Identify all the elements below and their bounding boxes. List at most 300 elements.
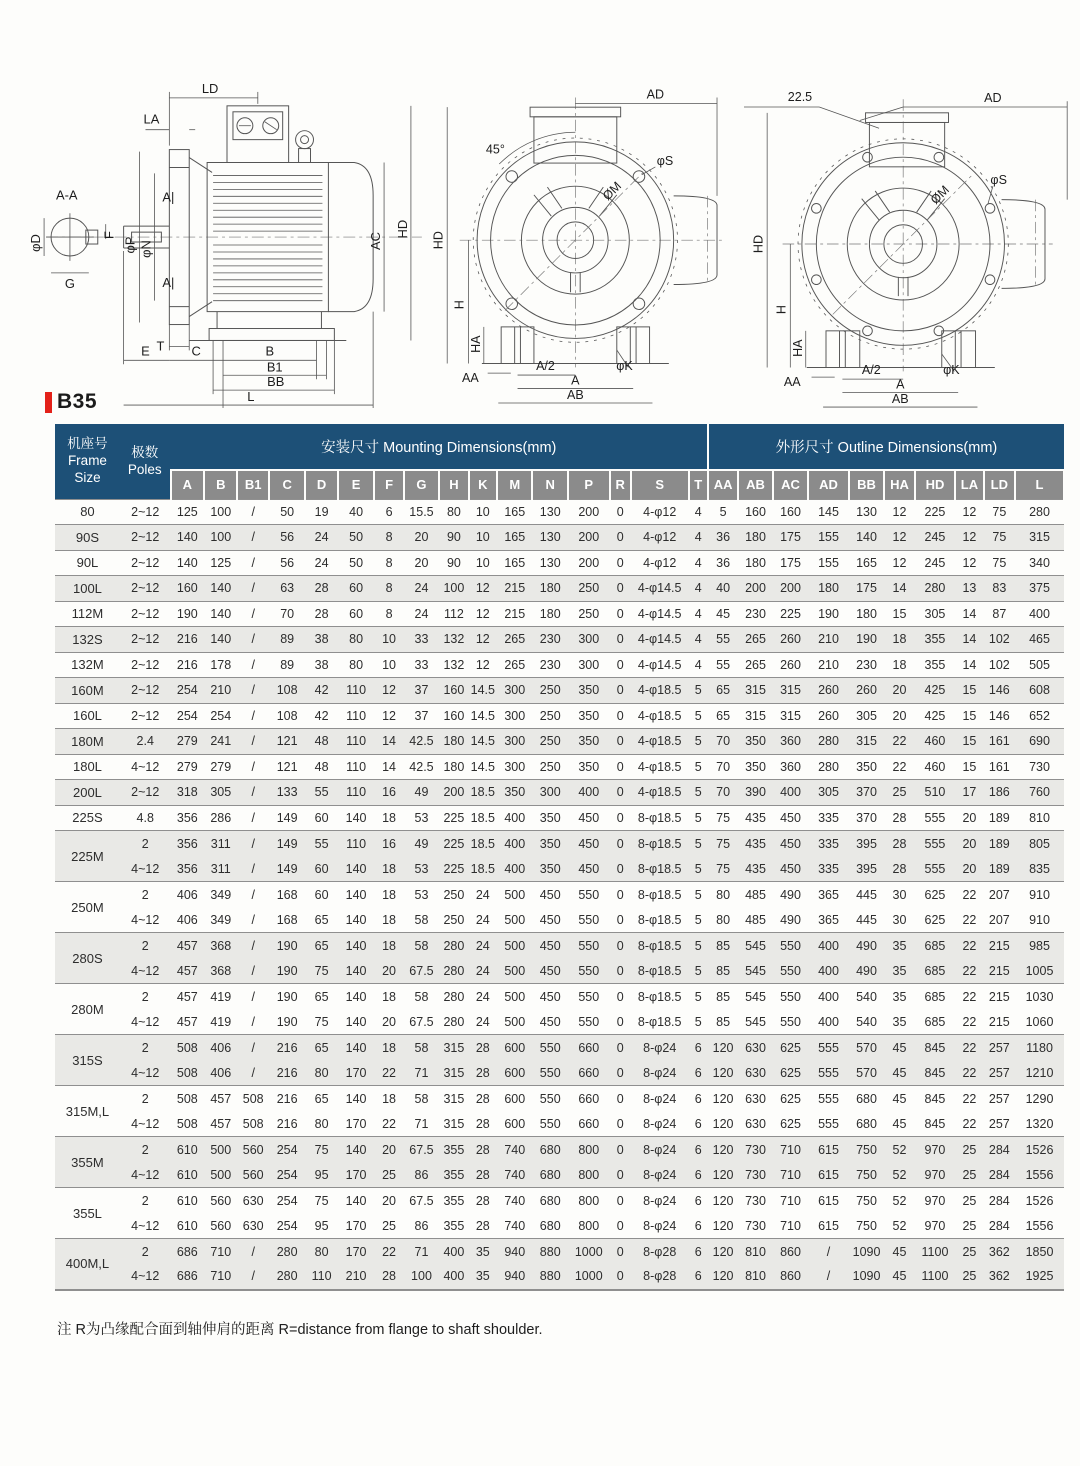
dimension-cell: 508 bbox=[176, 1065, 198, 1080]
dimension-cell: 120 bbox=[712, 1218, 734, 1233]
footnote: 注 R为凸缘配合面到轴伸肩的距离 R=distance from flange to shaft shoulder. bbox=[57, 1322, 543, 1338]
dimension-cell: 20 bbox=[382, 963, 396, 978]
table-row bbox=[55, 907, 1064, 933]
dimension-cell: 254 bbox=[171, 678, 204, 704]
dimension-cell: 680 bbox=[532, 1188, 567, 1214]
dimension-cell: 4-φ12 bbox=[631, 525, 689, 551]
dimension-cell: 12 bbox=[955, 499, 983, 525]
table-row bbox=[55, 958, 1064, 984]
dimension-cell: 60 bbox=[305, 882, 337, 908]
dimension-cell: 216 bbox=[276, 1116, 298, 1131]
dimension-cell: 121 bbox=[269, 729, 306, 755]
dimension-cell: 305 bbox=[808, 780, 849, 806]
dimension-cell: 425 bbox=[915, 703, 956, 729]
dimension-cell: 350 bbox=[532, 805, 567, 831]
dimension-cell: 5 bbox=[689, 729, 708, 755]
dimension-cell: 60 bbox=[338, 576, 375, 602]
dimension-cell: 45 bbox=[884, 1035, 914, 1061]
dimension-cell: 49 bbox=[404, 780, 439, 806]
dimension-cell: 500 bbox=[504, 963, 526, 978]
dimension-cell: / bbox=[251, 1269, 255, 1284]
dimension-cell: 315 bbox=[738, 678, 772, 704]
dimension-cell: 615 bbox=[818, 1218, 839, 1233]
dimension-cell: 630 bbox=[745, 1065, 766, 1080]
dimension-cell: 400 bbox=[808, 984, 849, 1010]
dimension-cell: 368 bbox=[204, 933, 237, 959]
dimension-cell: 0 bbox=[616, 912, 624, 927]
dimension-cell: 12 bbox=[884, 550, 914, 576]
dimension-cell: 175 bbox=[773, 550, 808, 576]
poles-cell: 2~12 bbox=[120, 678, 171, 704]
dimension-cell: 58 bbox=[404, 1086, 439, 1112]
table-row bbox=[55, 1264, 1064, 1290]
dimension-cell: 5 bbox=[689, 984, 708, 1010]
dimension-cell: 880 bbox=[532, 1239, 567, 1265]
dimension-cell: / bbox=[237, 729, 268, 755]
dimension-cell: 5 bbox=[694, 963, 702, 978]
dimension-cell: 70 bbox=[269, 601, 306, 627]
dimension-cell: 28 bbox=[469, 1086, 497, 1112]
table-row bbox=[55, 754, 1064, 780]
dimension-cell: 4 bbox=[689, 576, 708, 602]
table-row bbox=[55, 601, 1064, 627]
dimension-cell: 80 bbox=[439, 499, 468, 525]
dimension-cell: 45 bbox=[892, 1116, 907, 1131]
table-row bbox=[55, 856, 1064, 882]
dimension-cell: 132 bbox=[439, 627, 468, 653]
column-header: AC bbox=[773, 470, 808, 499]
dimension-cell: 48 bbox=[305, 754, 337, 780]
table-row bbox=[55, 1137, 1064, 1163]
dimension-cell: 315 bbox=[443, 1116, 465, 1131]
dimension-cell: 45 bbox=[884, 1086, 914, 1112]
dimension-cell: 189 bbox=[988, 861, 1010, 876]
dimension-cell: 190 bbox=[276, 1014, 298, 1029]
dimension-cell: 36 bbox=[708, 550, 738, 576]
dimension-cell: 1526 bbox=[1015, 1137, 1064, 1163]
dimension-cell: 149 bbox=[269, 831, 306, 857]
column-header: H bbox=[439, 470, 468, 499]
dimension-cell: 170 bbox=[345, 1065, 367, 1080]
dimension-cell: 265 bbox=[497, 627, 532, 653]
dimension-cell: 65 bbox=[305, 933, 337, 959]
dimension-cell: 67.5 bbox=[404, 1188, 439, 1214]
dimension-cell: 12 bbox=[469, 576, 497, 602]
dimension-cell: 12 bbox=[469, 652, 497, 678]
dimension-cell: 22 bbox=[962, 1116, 977, 1131]
frame-size-cell: 90S bbox=[55, 525, 120, 551]
dimension-cell: 615 bbox=[808, 1137, 849, 1163]
dimension-cell: 12 bbox=[884, 525, 914, 551]
dimension-cell: 680 bbox=[532, 1137, 567, 1163]
dimension-cell: 120 bbox=[712, 1116, 734, 1131]
dimension-cell: 970 bbox=[924, 1167, 946, 1182]
column-header: AD bbox=[808, 470, 849, 499]
dimension-cell: 90 bbox=[439, 525, 468, 551]
dimension-cell: 146 bbox=[984, 678, 1015, 704]
dim-la: LA bbox=[143, 111, 160, 127]
dim-phi-n: φN bbox=[138, 240, 154, 258]
dimension-cell: 14.5 bbox=[469, 703, 497, 729]
dimension-cell: 130 bbox=[532, 550, 567, 576]
poles-cell: 2 bbox=[120, 1239, 171, 1265]
dimension-cell: 0 bbox=[610, 1188, 631, 1214]
dimension-cell: 545 bbox=[738, 984, 772, 1010]
dimension-cell: 65 bbox=[305, 1035, 337, 1061]
dimension-cell: 800 bbox=[568, 1137, 610, 1163]
dimension-cell: 508 bbox=[171, 1086, 204, 1112]
dimension-cell: 615 bbox=[818, 1167, 839, 1182]
column-header: D bbox=[305, 470, 337, 499]
dimension-cell: 710 bbox=[780, 1218, 801, 1233]
dimension-cell: 560 bbox=[237, 1137, 268, 1163]
dim-f: F bbox=[101, 231, 117, 240]
table-row bbox=[55, 499, 1064, 525]
dimension-cell: 810 bbox=[738, 1239, 772, 1265]
dimension-cell: 555 bbox=[808, 1086, 849, 1112]
dimension-cell: 315 bbox=[1015, 525, 1064, 551]
dimension-cell: 356 bbox=[171, 831, 204, 857]
dimension-cell: 52 bbox=[892, 1218, 907, 1233]
dimension-cell: 12 bbox=[955, 525, 983, 551]
dimension-cell: 4-φ14.5 bbox=[631, 576, 689, 602]
dimension-cell: 170 bbox=[345, 1167, 367, 1182]
dimension-cell: 45 bbox=[708, 601, 738, 627]
dimension-cell: 545 bbox=[745, 1014, 766, 1029]
dimension-cell: 457 bbox=[171, 984, 204, 1010]
dimension-cell: 24 bbox=[305, 550, 337, 576]
dimension-cell: 30 bbox=[892, 912, 907, 927]
frame-size-header bbox=[55, 424, 120, 499]
dimension-cell: 0 bbox=[610, 984, 631, 1010]
table-row bbox=[55, 703, 1064, 729]
dimension-cell: 45 bbox=[884, 1239, 914, 1265]
dimension-cell: 24 bbox=[404, 601, 439, 627]
dimension-cell: 225 bbox=[773, 601, 808, 627]
dimension-cell: 14 bbox=[955, 601, 983, 627]
dim-c: C bbox=[191, 343, 201, 359]
dimension-cell: 85 bbox=[708, 933, 738, 959]
dimension-cell: 110 bbox=[338, 831, 375, 857]
table-body bbox=[55, 499, 1064, 1290]
dimension-cell: 660 bbox=[578, 1065, 600, 1080]
dimension-cell: 510 bbox=[915, 780, 956, 806]
dimension-cell: 630 bbox=[242, 1218, 264, 1233]
dimension-cell: 18 bbox=[884, 627, 914, 653]
dimension-cell: 355 bbox=[439, 1188, 468, 1214]
dimension-cell: / bbox=[237, 805, 268, 831]
dimension-cell: 350 bbox=[497, 780, 532, 806]
dimension-cell: 75 bbox=[708, 831, 738, 857]
dimension-cell: 435 bbox=[745, 861, 766, 876]
dimension-cell: 200 bbox=[738, 576, 772, 602]
dimension-cell: / bbox=[237, 550, 268, 576]
dimension-cell: 800 bbox=[568, 1188, 610, 1214]
dimension-cell: 0 bbox=[610, 703, 631, 729]
dimension-cell: 250 bbox=[439, 882, 468, 908]
dimension-cell: 1290 bbox=[1015, 1086, 1064, 1112]
frame-size-cell: 160L bbox=[55, 703, 120, 729]
dimension-cell: 10 bbox=[469, 525, 497, 551]
dimension-cell: 265 bbox=[497, 652, 532, 678]
dim-phi-k: φK bbox=[943, 363, 960, 378]
dimension-cell: 400 bbox=[497, 805, 532, 831]
dimension-cell: 45 bbox=[892, 1065, 907, 1080]
dimension-cell: 18 bbox=[374, 1035, 403, 1061]
dimension-cell: 140 bbox=[338, 1188, 375, 1214]
dimension-cell: 625 bbox=[924, 912, 946, 927]
dimension-cell: 55 bbox=[708, 652, 738, 678]
dimension-cell: 280 bbox=[276, 1269, 298, 1284]
dimension-cell: 25 bbox=[955, 1137, 983, 1163]
dimension-cell: 180 bbox=[532, 601, 567, 627]
dimension-cell: 625 bbox=[780, 1116, 801, 1131]
dimension-cell: 1556 bbox=[1025, 1167, 1054, 1182]
table-row bbox=[55, 984, 1064, 1010]
dimension-cell: / bbox=[237, 652, 268, 678]
dimension-cell: 130 bbox=[532, 499, 567, 525]
dimension-cell: 750 bbox=[849, 1188, 884, 1214]
dimension-cell: 550 bbox=[539, 1116, 561, 1131]
dimension-cell: 25 bbox=[955, 1239, 983, 1265]
dimension-cell: 254 bbox=[276, 1218, 298, 1233]
dim-angle225: 22.5 bbox=[787, 90, 813, 105]
dimension-cell: 53 bbox=[404, 882, 439, 908]
poles-cell: 2~12 bbox=[120, 703, 171, 729]
dimension-cell: 500 bbox=[497, 882, 532, 908]
dimension-cell: / bbox=[808, 1239, 849, 1265]
dimension-cell: 0 bbox=[616, 1218, 624, 1233]
dimension-cell: 315 bbox=[849, 729, 884, 755]
dimension-cell: 400 bbox=[504, 861, 526, 876]
poles-cell: 2~12 bbox=[120, 601, 171, 627]
dimension-cell: 0 bbox=[616, 1065, 624, 1080]
dimension-cell: 550 bbox=[532, 1086, 567, 1112]
dimension-cell: 65 bbox=[305, 1086, 337, 1112]
dimension-cell: 75 bbox=[716, 861, 731, 876]
column-header: L bbox=[1015, 470, 1064, 499]
dimension-cell: 200 bbox=[568, 525, 610, 551]
dimension-cell: 14.5 bbox=[469, 729, 497, 755]
dimension-cell: 425 bbox=[915, 678, 956, 704]
dimension-cell: 75 bbox=[708, 805, 738, 831]
dimension-cell: 250 bbox=[532, 703, 567, 729]
dimension-cell: 550 bbox=[578, 1014, 600, 1029]
dimension-cell: 89 bbox=[269, 627, 306, 653]
dimension-cell: 260 bbox=[849, 678, 884, 704]
dimension-cell: 5 bbox=[689, 678, 708, 704]
dimension-cell: 0 bbox=[616, 963, 624, 978]
dimension-cell: 254 bbox=[204, 703, 237, 729]
table-row bbox=[55, 1239, 1064, 1265]
poles-cell: 2 bbox=[120, 1086, 171, 1112]
dimension-cell: 1180 bbox=[1015, 1035, 1064, 1061]
dim-ac: AC bbox=[368, 232, 384, 251]
dimension-cell: 4-φ12 bbox=[631, 499, 689, 525]
dimension-cell: 22 bbox=[382, 1065, 396, 1080]
poles-header-cn: 极数 bbox=[131, 444, 159, 460]
dimension-cell: 25 bbox=[955, 1188, 983, 1214]
dimension-cell: 490 bbox=[780, 912, 801, 927]
dimension-cell: 20 bbox=[374, 1188, 403, 1214]
dimension-cell: 110 bbox=[338, 678, 375, 704]
dimension-cell: 35 bbox=[884, 933, 914, 959]
column-header: HA bbox=[884, 470, 914, 499]
dimension-cell: 189 bbox=[984, 805, 1015, 831]
dimension-cell: 750 bbox=[856, 1167, 877, 1182]
dimension-cell: 360 bbox=[773, 754, 808, 780]
dimension-cell: 550 bbox=[773, 933, 808, 959]
dimension-cell: 250 bbox=[532, 678, 567, 704]
dim-a: A bbox=[896, 377, 905, 392]
dimension-cell: 190 bbox=[276, 963, 298, 978]
dimension-cell: 260 bbox=[773, 627, 808, 653]
poles-cell: 2 bbox=[120, 1137, 171, 1163]
dimension-cell: 419 bbox=[210, 1014, 232, 1029]
dimension-cell: 560 bbox=[242, 1167, 264, 1182]
poles-cell: 4~12 bbox=[131, 1065, 160, 1080]
column-header: N bbox=[532, 470, 567, 499]
dimension-cell: 22 bbox=[884, 754, 914, 780]
dimension-cell: 254 bbox=[171, 703, 204, 729]
dimension-cell: 305 bbox=[204, 780, 237, 806]
dimension-cell: 4 bbox=[689, 652, 708, 678]
dimension-cell: 710 bbox=[204, 1239, 237, 1265]
table-row bbox=[55, 729, 1064, 755]
dimension-cell: 1100 bbox=[915, 1239, 956, 1265]
dimension-cell: / bbox=[251, 963, 255, 978]
dimension-cell: 250 bbox=[443, 912, 465, 927]
table-row bbox=[55, 1060, 1064, 1086]
dimension-cell: 8-φ28 bbox=[631, 1239, 689, 1265]
dimension-cell: 216 bbox=[269, 1086, 306, 1112]
dimension-cell: 550 bbox=[568, 933, 610, 959]
dimension-cell: 55 bbox=[305, 780, 337, 806]
dim-ad: AD bbox=[646, 87, 665, 102]
dimension-cell: 4 bbox=[689, 499, 708, 525]
dimension-cell: 8-φ18.5 bbox=[631, 882, 689, 908]
front-view-225-drawing bbox=[744, 78, 1072, 411]
frame-size-cell: 200L bbox=[55, 780, 120, 806]
dimension-cell: / bbox=[237, 754, 268, 780]
section-mark-top: A| bbox=[162, 189, 175, 205]
dimension-cell: 65 bbox=[708, 703, 738, 729]
dimension-cell: / bbox=[251, 912, 255, 927]
dimension-cell: 257 bbox=[988, 1116, 1010, 1131]
dimension-cell: 400 bbox=[818, 1014, 839, 1029]
dimension-cell: 0 bbox=[610, 933, 631, 959]
frame-size-cell: 315S bbox=[55, 1035, 120, 1086]
dimension-cell: 445 bbox=[856, 912, 877, 927]
dimension-cell: 315 bbox=[443, 1065, 465, 1080]
dimension-cell: 280 bbox=[439, 933, 468, 959]
dimension-cell: 280 bbox=[915, 576, 956, 602]
dimension-cell: 8-φ18.5 bbox=[631, 984, 689, 1010]
dimension-cell: 730 bbox=[738, 1137, 772, 1163]
dimension-cell: 40 bbox=[708, 576, 738, 602]
dimension-cell: 545 bbox=[738, 933, 772, 959]
dimension-cell: 4-φ18.5 bbox=[631, 729, 689, 755]
dimension-cell: 25 bbox=[962, 1167, 977, 1182]
dimension-cell: 28 bbox=[475, 1218, 490, 1233]
dimension-cell: 110 bbox=[311, 1269, 332, 1284]
dimension-cell: 180 bbox=[849, 601, 884, 627]
dimension-cell: 6 bbox=[689, 1086, 708, 1112]
dimension-cell: 350 bbox=[738, 754, 772, 780]
dimension-cell: 284 bbox=[984, 1188, 1015, 1214]
dimension-cell: 20 bbox=[884, 678, 914, 704]
table-row bbox=[55, 1035, 1064, 1061]
dimension-cell: 86 bbox=[414, 1218, 429, 1233]
dimension-cell: 14 bbox=[955, 652, 983, 678]
dimension-cell: 4 bbox=[689, 550, 708, 576]
dimension-cell: / bbox=[251, 1014, 255, 1029]
dim-a-half: A/2 bbox=[536, 359, 555, 374]
dimension-cell: 225 bbox=[439, 805, 468, 831]
dimension-cell: 0 bbox=[610, 805, 631, 831]
dimension-cell: 450 bbox=[539, 1014, 561, 1029]
table-row bbox=[55, 780, 1064, 806]
dimension-cell: 284 bbox=[988, 1167, 1010, 1182]
column-header: M bbox=[497, 470, 532, 499]
dimension-cell: 311 bbox=[210, 861, 231, 876]
dimension-cell: 6 bbox=[689, 1035, 708, 1061]
dimension-cell: 300 bbox=[532, 780, 567, 806]
dimension-cell: 685 bbox=[915, 933, 956, 959]
dimension-cell: 75 bbox=[984, 525, 1015, 551]
dim-m: ØM bbox=[927, 182, 952, 207]
dimension-cell: 170 bbox=[345, 1218, 367, 1233]
dimension-cell: 400 bbox=[439, 1239, 468, 1265]
dimension-cell: 555 bbox=[818, 1116, 839, 1131]
dimension-cell: / bbox=[251, 861, 255, 876]
dimension-cell: 400 bbox=[497, 831, 532, 857]
dimension-cell: 610 bbox=[171, 1188, 204, 1214]
dimension-cell: 215 bbox=[497, 601, 532, 627]
dimension-cell: 280 bbox=[443, 963, 465, 978]
dimension-cell: 600 bbox=[497, 1086, 532, 1112]
dimension-cell: 500 bbox=[204, 1137, 237, 1163]
dimension-cell: 130 bbox=[532, 525, 567, 551]
dimension-cell: 350 bbox=[568, 729, 610, 755]
dimension-cell: 0 bbox=[610, 1137, 631, 1163]
table-row bbox=[55, 882, 1064, 908]
dimension-cell: 165 bbox=[497, 525, 532, 551]
dimension-cell: 80 bbox=[716, 912, 731, 927]
dimension-cell: 279 bbox=[171, 754, 204, 780]
dimension-cell: 940 bbox=[497, 1239, 532, 1265]
dimension-cell: 110 bbox=[338, 754, 375, 780]
dimension-cell: 28 bbox=[469, 1137, 497, 1163]
dimension-cell: 70 bbox=[708, 729, 738, 755]
dimension-cell: 4 bbox=[689, 627, 708, 653]
poles-cell: 2~12 bbox=[120, 499, 171, 525]
dimension-cell: 241 bbox=[204, 729, 237, 755]
column-header: F bbox=[374, 470, 403, 499]
dimension-cell: 300 bbox=[497, 729, 532, 755]
dimension-cell: 810 bbox=[1015, 805, 1064, 831]
dimension-cell: 8-φ24 bbox=[643, 1116, 677, 1131]
dimension-cell: 279 bbox=[204, 754, 237, 780]
section-label: B35 bbox=[57, 390, 98, 413]
dimension-cell: 8-φ24 bbox=[643, 1065, 677, 1080]
dimension-cell: 1925 bbox=[1025, 1269, 1054, 1284]
poles-cell: 4~12 bbox=[120, 754, 171, 780]
dimension-cell: 570 bbox=[856, 1065, 877, 1080]
dimension-cell: 133 bbox=[269, 780, 306, 806]
frame-size-cell: 355L bbox=[55, 1188, 120, 1239]
dimension-cell: 250 bbox=[532, 729, 567, 755]
